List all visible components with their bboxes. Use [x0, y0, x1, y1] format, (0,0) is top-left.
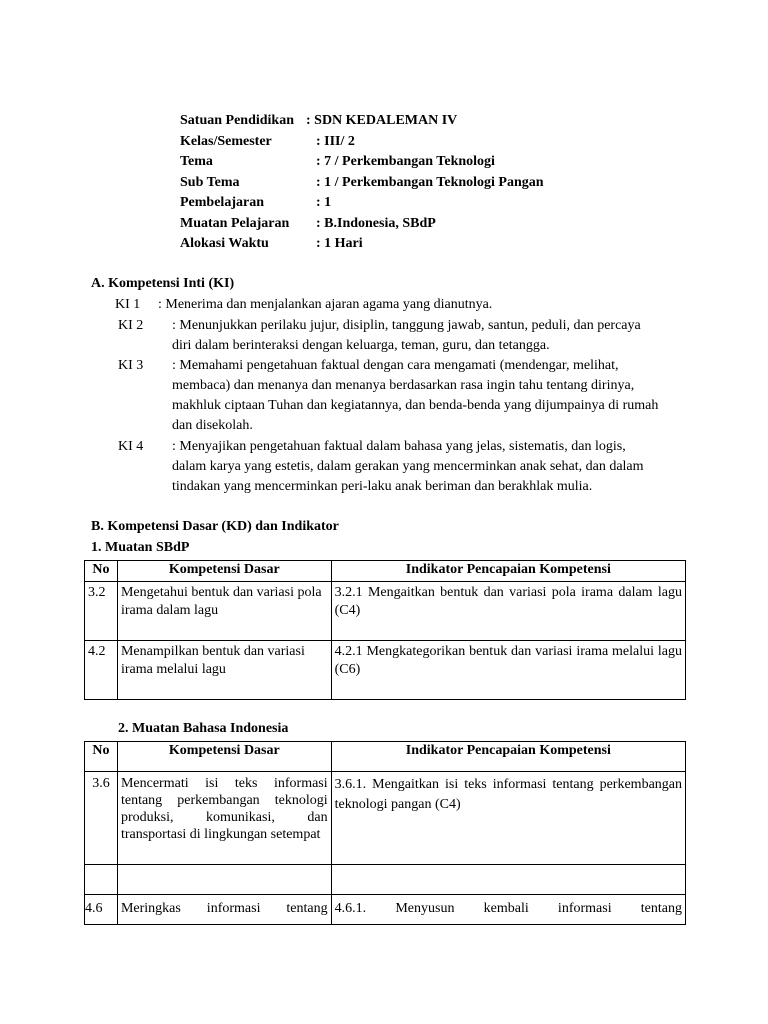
column-header: Kompetensi Dasar — [117, 561, 331, 582]
ki-code: KI 4 — [118, 439, 144, 454]
ki-code: KI 3 — [118, 358, 144, 373]
ki-text-line: : Memahami pengetahuan faktual dengan cara mengamati (mendengar, melihat, — [172, 358, 619, 373]
identity-value: : III/ 2 — [316, 134, 355, 149]
cell-ipk: 3.6.1. Mengaitkan isi teks informasi tentang perkembangan teknologi pangan (C4) — [331, 772, 685, 865]
identity-label: Satuan Pendidikan — [180, 113, 294, 128]
cell-no: 4.6 — [85, 895, 118, 925]
identity-label: Muatan Pelajaran — [180, 216, 290, 231]
cell-kd: Menampilkan bentuk dan variasi irama melalui lagu — [117, 641, 331, 700]
column-header: Indikator Pencapaian Kompetensi — [331, 561, 685, 582]
cell-kd: Mencermati isi teks informasi tentang perkembangan teknologi produksi, komunikasi, dan transportasi di lingkungan setempat — [117, 772, 331, 865]
identity-value: : SDN KEDALEMAN IV — [306, 113, 458, 128]
cell-ipk: 4.6.1. Menyusun kembali informasi tentang — [331, 895, 685, 925]
identity-value: : 1 — [316, 195, 332, 210]
cell-ipk — [331, 865, 685, 895]
cell-no: 4.2 — [85, 641, 118, 700]
table-header-row — [85, 742, 686, 772]
identity-label: Pembelajaran — [180, 195, 264, 210]
bindo-table — [84, 741, 686, 925]
ki-text: diri dalam berinteraksi dengan keluarga, teman, guru, dan tetangga. — [172, 338, 550, 353]
ki-code: KI 1 — [115, 297, 141, 312]
table-row — [85, 641, 686, 700]
ki-text-line: : Menyajikan pengetahuan faktual dalam bahasa yang jelas, sistematis, dan logis, — [172, 439, 626, 454]
table-row — [85, 772, 686, 865]
table-row — [85, 865, 686, 895]
column-header: Indikator Pencapaian Kompetensi — [331, 742, 685, 772]
ki-code: KI 2 — [118, 318, 144, 333]
identity-value: : 7 / Perkembangan Teknologi — [316, 154, 495, 169]
kd-heading: B. Kompetensi Dasar (KD) dan Indikator — [91, 519, 339, 534]
identity-label: Kelas/Semester — [180, 134, 272, 149]
column-header: No — [85, 742, 118, 772]
identity-label: Tema — [180, 154, 213, 169]
cell-no: 3.6 — [85, 772, 118, 865]
cell-ipk: 4.2.1 Mengkategorikan bentuk dan variasi irama melalui lagu (C6) — [331, 641, 685, 700]
ki-heading: A. Kompetensi Inti (KI) — [91, 276, 235, 291]
ki-text-line: : Menunjukkan perilaku jujur, disiplin, tanggung jawab, santun, peduli, dan percaya — [172, 318, 641, 333]
identity-value: : 1 / Perkembangan Teknologi Pangan — [316, 175, 544, 190]
identity-value: : 1 Hari — [316, 236, 363, 251]
sbdp-heading: 1. Muatan SBdP — [91, 540, 190, 555]
ki-text: : Menerima dan menjalankan ajaran agama yang dianutnya. — [158, 297, 493, 312]
column-header: No — [85, 561, 118, 582]
cell-kd: Mengetahui bentuk dan variasi pola irama dalam lagu — [117, 582, 331, 641]
cell-ipk: 3.2.1 Mengaitkan bentuk dan variasi pola irama dalam lagu (C4) — [331, 582, 685, 641]
table-row — [85, 582, 686, 641]
sbdp-table — [84, 560, 686, 700]
cell-kd: Meringkas informasi tentang — [117, 895, 331, 925]
ki-text: membaca) dan menanya dan menanya berdasarkan rasa ingin tahu tentang dirinya, makhluk ciptaan Tuhan dan kegiatannya, dan benda-benda yang dijumpainya di rumah dan disekolah. — [172, 378, 659, 433]
column-header: Kompetensi Dasar — [117, 742, 331, 772]
cell-kd — [117, 865, 331, 895]
cell-no — [85, 865, 118, 895]
identity-value: : B.Indonesia, SBdP — [316, 216, 436, 231]
cell-no: 3.2 — [85, 582, 118, 641]
bindo-heading: 2. Muatan Bahasa Indonesia — [118, 721, 289, 736]
identity-label: Sub Tema — [180, 175, 240, 190]
identity-label: Alokasi Waktu — [180, 236, 269, 251]
table-row — [85, 895, 686, 925]
table-header-row — [85, 561, 686, 582]
ki-text: dalam karya yang estetis, dalam gerakan yang mencerminkan anak sehat, dan dalam tindakan yang mencerminkan peri-laku anak beriman dan berakhlak mulia. — [172, 459, 644, 494]
